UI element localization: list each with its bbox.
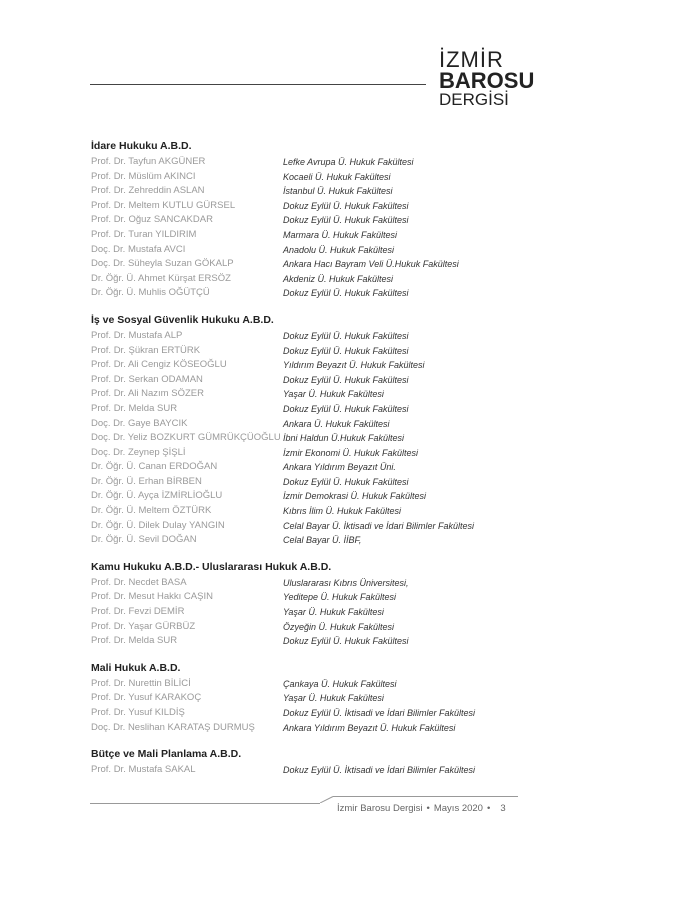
member-name: Dr. Öğr. Ü. Sevil DOĞAN bbox=[91, 534, 197, 546]
member-row bbox=[91, 344, 511, 359]
member-row bbox=[91, 417, 511, 432]
member-row bbox=[91, 533, 511, 548]
member-affiliation: Yaşar Ü. Hukuk Fakültesi bbox=[283, 389, 384, 400]
page-number: 3 bbox=[500, 803, 506, 814]
member-name: Prof. Dr. Oğuz SANCAKDAR bbox=[91, 214, 213, 226]
member-affiliation: Dokuz Eylül Ü. Hukuk Fakültesi bbox=[283, 288, 409, 299]
member-name: Prof. Dr. Mustafa ALP bbox=[91, 329, 183, 341]
member-row bbox=[91, 446, 511, 461]
member-name: Prof. Dr. Yusuf KARAKOÇ bbox=[91, 692, 202, 704]
member-affiliation: Ankara Yıldırım Beyazıt Üni. bbox=[283, 462, 396, 473]
member-row bbox=[91, 460, 511, 475]
section-title: Mali Hukuk A.B.D. bbox=[91, 661, 181, 674]
footer-rule-slant bbox=[320, 796, 334, 803]
member-affiliation: Dokuz Eylül Ü. Hukuk Fakültesi bbox=[283, 374, 409, 385]
member-row bbox=[91, 286, 511, 301]
member-row bbox=[91, 691, 511, 706]
member-affiliation: Dokuz Eylül Ü. Hukuk Fakültesi bbox=[283, 403, 409, 414]
member-name: Prof. Dr. Şükran ERTÜRK bbox=[91, 344, 201, 356]
member-row bbox=[91, 184, 511, 199]
member-affiliation: Dokuz Eylül Ü. Hukuk Fakültesi bbox=[283, 200, 409, 211]
member-affiliation: Ankara Yıldırım Beyazıt Ü. Hukuk Fakültesi bbox=[283, 722, 456, 733]
member-affiliation: Yaşar Ü. Hukuk Fakültesi bbox=[283, 607, 384, 618]
member-affiliation: Çankaya Ü. Hukuk Fakültesi bbox=[283, 678, 397, 689]
member-affiliation: Ankara Hacı Bayram Veli Ü.Hukuk Fakültesi bbox=[283, 259, 459, 270]
member-row bbox=[91, 605, 511, 620]
member-affiliation: Dokuz Eylül Ü. Hukuk Fakültesi bbox=[283, 345, 409, 356]
member-row bbox=[91, 706, 511, 721]
section-title: İdare Hukuku A.B.D. bbox=[91, 140, 192, 152]
section-title: Kamu Hukuku A.B.D.- Uluslararası Hukuk A.B.D. bbox=[91, 560, 332, 573]
member-name: Prof. Dr. Ali Nazım SÖZER bbox=[91, 388, 204, 400]
member-row bbox=[91, 155, 511, 170]
member-affiliation: Anadolu Ü. Hukuk Fakültesi bbox=[283, 244, 395, 255]
section bbox=[91, 561, 511, 649]
member-affiliation: Kıbrıs İlim Ü. Hukuk Fakültesi bbox=[283, 506, 402, 517]
section bbox=[91, 662, 511, 735]
logo-line-2: BAROSU bbox=[439, 68, 535, 93]
member-affiliation: İbni Haldun Ü.Hukuk Fakültesi bbox=[283, 433, 405, 444]
member-row bbox=[91, 257, 511, 272]
member-name: Prof. Dr. Zehreddin ASLAN bbox=[91, 185, 205, 197]
journal-logo bbox=[439, 47, 535, 109]
member-row bbox=[91, 199, 511, 214]
member-name: Doç. Dr. Süheyla Suzan GÖKALP bbox=[91, 258, 234, 270]
footer-bullet: • bbox=[426, 803, 430, 814]
member-affiliation: Dokuz Eylül Ü. Hukuk Fakültesi bbox=[283, 476, 409, 487]
member-row bbox=[91, 373, 511, 388]
member-affiliation: Marmara Ü. Hukuk Fakültesi bbox=[283, 229, 398, 240]
member-row bbox=[91, 329, 511, 344]
footer-bullet: • bbox=[486, 803, 491, 814]
member-row bbox=[91, 677, 511, 692]
member-row bbox=[91, 763, 511, 778]
page-footer bbox=[337, 803, 506, 814]
member-row bbox=[91, 402, 511, 417]
member-row bbox=[91, 228, 511, 243]
member-row bbox=[91, 243, 511, 258]
section bbox=[91, 140, 511, 301]
member-affiliation: İstanbul Ü. Hukuk Fakültesi bbox=[283, 186, 393, 197]
member-row bbox=[91, 272, 511, 287]
member-name: Dr. Öğr. Ü. Muhlis OĞÜTÇÜ bbox=[91, 287, 210, 299]
member-affiliation: Dokuz Eylül Ü. İktisadi ve İdari Bilimler Fakültesi bbox=[283, 708, 476, 718]
member-affiliation: Yaşar Ü. Hukuk Fakültesi bbox=[283, 693, 384, 704]
member-affiliation: Dokuz Eylül Ü. İktisadi ve İdari Bilimler Fakültesi bbox=[283, 765, 476, 776]
member-row bbox=[91, 519, 511, 534]
member-affiliation: Ankara Ü. Hukuk Fakültesi bbox=[283, 418, 390, 429]
member-row bbox=[91, 170, 511, 185]
member-row bbox=[91, 590, 511, 605]
member-name: Prof. Dr. Yaşar GÜRBÜZ bbox=[91, 620, 196, 632]
member-affiliation: Akdeniz Ü. Hukuk Fakültesi bbox=[283, 273, 394, 284]
member-name: Prof. Dr. Nurettin BİLİCİ bbox=[91, 677, 191, 689]
member-row bbox=[91, 387, 511, 402]
member-name: Prof. Dr. Müslüm AKINCI bbox=[91, 170, 196, 182]
member-affiliation: Lefke Avrupa Ü. Hukuk Fakültesi bbox=[283, 157, 414, 167]
footer-journal: İzmir Barosu Dergisi bbox=[337, 803, 423, 814]
member-name: Prof. Dr. Tayfun AKGÜNER bbox=[91, 156, 206, 167]
member-affiliation: Yeditepe Ü. Hukuk Fakültesi bbox=[283, 592, 397, 603]
member-name: Prof. Dr. Serkan ODAMAN bbox=[91, 373, 203, 385]
member-row bbox=[91, 576, 511, 591]
member-name: Prof. Dr. Melda SUR bbox=[91, 402, 178, 414]
member-name: Prof. Dr. Necdet BASA bbox=[91, 576, 187, 588]
section bbox=[91, 748, 511, 778]
member-affiliation: Celal Bayar Ü. İktisadi ve İdari Bilimler Fakültesi bbox=[283, 520, 475, 531]
member-name: Prof. Dr. Fevzi DEMİR bbox=[91, 606, 185, 618]
member-name: Prof. Dr. Turan YILDIRIM bbox=[91, 228, 197, 240]
member-name: Dr. Öğr. Ü. Canan ERDOĞAN bbox=[91, 461, 218, 473]
member-name: Dr. Öğr. Ü. Erhan BİRBEN bbox=[91, 475, 202, 487]
member-name: Dr. Öğr. Ü. Ahmet Kürşat ERSÖZ bbox=[91, 272, 231, 284]
member-affiliation: İzmir Demokrasi Ü. Hukuk Fakültesi bbox=[283, 491, 427, 502]
member-affiliation: Dokuz Eylül Ü. Hukuk Fakültesi bbox=[283, 215, 409, 226]
section-title: Bütçe ve Mali Planlama A.B.D. bbox=[91, 748, 242, 761]
member-name: Prof. Dr. Ali Cengiz KÖSEOĞLU bbox=[91, 359, 227, 371]
member-affiliation: Celal Bayar Ü. İİBF, bbox=[283, 535, 362, 546]
member-row bbox=[91, 489, 511, 504]
member-row bbox=[91, 721, 511, 736]
header-rule bbox=[90, 84, 426, 85]
member-row bbox=[91, 634, 511, 649]
member-name: Dr. Öğr. Ü. Meltem ÖZTÜRK bbox=[91, 505, 212, 517]
member-name: Prof. Dr. Mustafa SAKAL bbox=[91, 764, 196, 776]
member-row bbox=[91, 358, 511, 373]
member-name: Doç. Dr. Gaye BAYCIK bbox=[91, 417, 188, 429]
member-row bbox=[91, 475, 511, 490]
member-name: Doç. Dr. Zeynep ŞİŞLİ bbox=[91, 446, 186, 458]
member-name: Dr. Öğr. Ü. Dilek Dulay YANGIN bbox=[91, 519, 225, 531]
member-name: Dr. Öğr. Ü. Ayça İZMİRLİOĞLU bbox=[91, 490, 223, 502]
member-row bbox=[91, 431, 511, 446]
logo-line-1: İZMİR bbox=[439, 47, 504, 72]
member-affiliation: Dokuz Eylül Ü. Hukuk Fakültesi bbox=[283, 330, 409, 341]
member-affiliation: Özyeğin Ü. Hukuk Fakültesi bbox=[283, 621, 395, 632]
section bbox=[91, 314, 511, 548]
member-affiliation: Uluslararası Kıbrıs Üniversitesi, bbox=[283, 577, 409, 588]
member-name: Prof. Dr. Melda SUR bbox=[91, 635, 178, 647]
footer-rule-upper bbox=[333, 796, 518, 797]
member-row bbox=[91, 504, 511, 519]
member-row bbox=[91, 213, 511, 228]
footer-rule bbox=[90, 803, 320, 804]
board-list bbox=[91, 140, 511, 791]
member-name: Doç. Dr. Neslihan KARATAŞ DURMUŞ bbox=[91, 721, 255, 733]
member-name: Doç. Dr. Yeliz BOZKURT GÜMRÜKÇÜOĞLU bbox=[91, 432, 281, 444]
section-title: İş ve Sosyal Güvenlik Hukuku A.B.D. bbox=[91, 313, 274, 326]
member-name: Doç. Dr. Mustafa AVCI bbox=[91, 243, 186, 255]
member-name: Prof. Dr. Mesut Hakkı CAŞIN bbox=[91, 591, 213, 603]
footer-date: Mayıs 2020 bbox=[433, 803, 483, 814]
member-name: Prof. Dr. Yusuf KILDİŞ bbox=[91, 707, 185, 718]
member-affiliation: Kocaeli Ü. Hukuk Fakültesi bbox=[283, 171, 391, 182]
logo-line-3: DERGİSİ bbox=[439, 90, 509, 109]
member-affiliation: İzmir Ekonomi Ü. Hukuk Fakültesi bbox=[283, 447, 419, 458]
member-name: Prof. Dr. Meltem KUTLU GÜRSEL bbox=[91, 199, 236, 211]
member-affiliation: Dokuz Eylül Ü. Hukuk Fakültesi bbox=[283, 636, 409, 647]
member-affiliation: Yıldırım Beyazıt Ü. Hukuk Fakültesi bbox=[283, 360, 425, 371]
member-row bbox=[91, 620, 511, 635]
